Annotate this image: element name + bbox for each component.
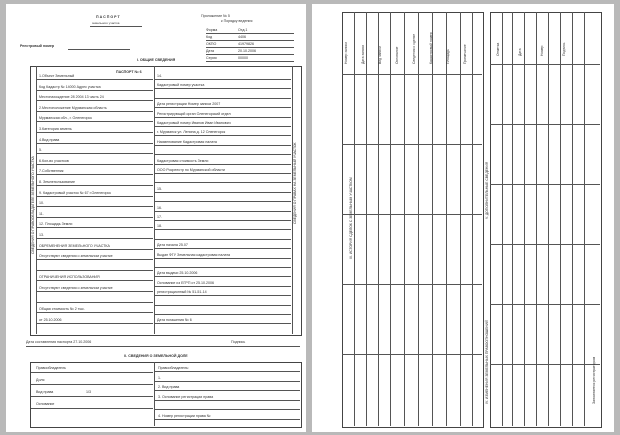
field-left: 5. (39, 148, 42, 153)
bottom-field-right: 1. (158, 375, 161, 380)
field-left: 12. Площадь Земли (39, 222, 73, 227)
head-row-value: 4406 (238, 35, 246, 39)
field-right: Дата погашения № 6 (157, 318, 192, 323)
field-left: ОГРАНИЧЕНИЯ ИСПОЛЬЗОВАНИЯ (39, 275, 100, 280)
history-col-head: Основание (395, 46, 399, 64)
field-left: 9. Кадастровый участок № 67 г.Оленегорск (39, 190, 111, 195)
history-col-head: Примечание (463, 44, 467, 64)
head-row-key: Серия (206, 56, 217, 60)
field-left: 3.Категория земель (39, 127, 72, 131)
head-row-key: Дата (206, 49, 214, 53)
passport-number: ПАСПОРТ № 6 (116, 70, 142, 74)
bottom-date: Дата составления паспорта 27.10.2006 (26, 340, 92, 344)
history-col-head: Номер записи (344, 41, 348, 64)
changes-table (490, 12, 602, 428)
field-left: 7.Собственник (39, 169, 64, 174)
field-left: Код Кадастр № 14000 Адрес участка (39, 84, 101, 89)
head-row-key: Код (206, 35, 213, 39)
head-row-value: 00000 (238, 56, 248, 60)
bottom-field-left: Вид права (36, 390, 54, 394)
bottom-field-left: Основание (36, 402, 55, 406)
field-left: от 25.10.2006 (39, 317, 62, 322)
field-left: 6.Кол-во участков (39, 158, 69, 163)
bottom-value-left: 1/3 (86, 390, 91, 394)
rotated-left-label: СВЕДЕНИЯ О ПРАВООБЛАДАТЕЛЕ ЗЕМЕЛЬНОГО УЧАСТКА (31, 156, 35, 254)
field-left: 2.Местоположение Мурманская область (39, 105, 107, 110)
field-left: 8. Землепользование (39, 180, 76, 184)
bottom-field-right: 2. Вид права (158, 385, 180, 389)
history-col-head: Вид записи (378, 46, 382, 64)
field-left: 4.Вид права (39, 137, 60, 142)
head-row-value: Отд.1 (238, 28, 248, 32)
head-row-key: Форма (206, 28, 218, 32)
changes-col-head: Дата (518, 48, 522, 56)
section2-title: II. СВЕДЕНИЯ О ЗЕМЕЛЬНОЙ ДОЛЕ (124, 354, 188, 358)
section1-title: I. ОБЩИЕ СВЕДЕНИЯ (136, 58, 176, 62)
field-right: Регистрирующий орган Оленегорский отдел (157, 111, 231, 116)
history-col-head: Площадь (446, 49, 450, 64)
head-row-value: 41979826 (238, 42, 254, 46)
bottom-field-left: Доля (36, 378, 45, 382)
section5-title: V. ДОПОЛНИТЕЛЬНЫЕ СВЕДЕНИЯ (485, 161, 489, 219)
section4-title: IV. ИЗМЕНЕНИЯ ЗЕМЕЛЬНЫХ ПРАВООТНОШЕНИЙ (485, 320, 489, 404)
bottom-sign: Подпись (231, 340, 246, 344)
history-col-head: Дата записи (361, 44, 365, 64)
field-left: 13. (39, 233, 44, 237)
registry-label: Реестровый номер (20, 44, 55, 48)
header-subtitle: земельного участка (92, 21, 120, 25)
field-left: 10. (39, 201, 44, 206)
history-col-head: Кадастровый номер (429, 32, 433, 64)
field-left: 11. (39, 211, 44, 216)
left-page (6, 4, 306, 432)
field-right: Кадастровый номер Иванов Иван Иванович (157, 121, 231, 125)
field-right: г. Мурманск ул. Ленина д. 12 Оленегорск (157, 130, 226, 135)
field-left: ОБРЕМЕНЕНИЯ ЗЕМЕЛЬНОГО УЧАСТКА (39, 243, 110, 248)
history-col-head: Сведения о сделке (412, 33, 416, 64)
field-right: Дата выдачи 25.10.2006 (157, 271, 198, 276)
right-page (312, 4, 614, 432)
bottom-field-left: Правообладатель (36, 366, 66, 370)
field-right: регистрационный № 51-51-14 (157, 290, 207, 295)
head-row-key: ОКПО (206, 42, 217, 46)
field-right: Дата регистрации Номер записи 2007 (157, 102, 221, 107)
changes-col-head: Отметка (496, 42, 500, 56)
field-right: 17. (157, 215, 162, 219)
form-label: Приложение № 5 (201, 14, 230, 18)
field-right: Дата начала 25.07 (157, 243, 188, 248)
bottom-field-right: 4. Номер регистрации права № (158, 413, 211, 418)
changes-col-head: Подпись (562, 42, 566, 56)
field-right: Выдан ФГУ Земельная кадастровая палата (157, 252, 230, 257)
field-right: Основание из ЕГРП от 25.10.2006 (157, 280, 214, 285)
field-left: 1.Объект Земельный (39, 74, 75, 78)
field-right: 18. (157, 224, 162, 229)
footer-label: Заполняется регистратором (592, 356, 596, 404)
head-row-value: 20.10.2006 (238, 49, 256, 53)
bottom-field-right: Правообладатель: (158, 366, 189, 370)
field-right: Наименование Кадастровая палата (157, 139, 217, 144)
field-left: Отсутствуют сведения о земельном участке (39, 286, 113, 290)
form-sub: к Порядку ведения (221, 19, 253, 23)
field-left: Отсутствуют сведения о земельном участке (39, 254, 113, 259)
field-right: 16. (157, 205, 162, 210)
field-left: Общая стоимость № 2 тыс. (39, 307, 85, 312)
field-right: Кадастровая стоимость Земли (157, 158, 209, 163)
changes-col-head: Номер (540, 45, 544, 56)
field-left: Местонахождение 28 2004 13 часть 24 (39, 95, 104, 100)
rotated-right-label: СВЕДЕНИЯ О ПРАВАХ НА ЗЕМЕЛЬНЫЙ УЧАСТОК (293, 142, 297, 224)
field-right: 14. (157, 74, 162, 78)
field-right: 15. (157, 186, 162, 191)
field-right: ООО Росреестр по Мурманской области (157, 168, 225, 172)
bottom-field-right: 3. Основание регистрации права (158, 394, 214, 399)
header-title: П А С П О Р Т (96, 15, 120, 19)
section3-title: III. ИСТОРИЯ СДЕЛОК С ЗЕМЕЛЬНЫМ УЧАСТКОМ (349, 177, 353, 259)
field-left: Мурманская обл., г. Оленегорск (39, 116, 92, 121)
field-right: Кадастровый номер участка (157, 83, 205, 88)
